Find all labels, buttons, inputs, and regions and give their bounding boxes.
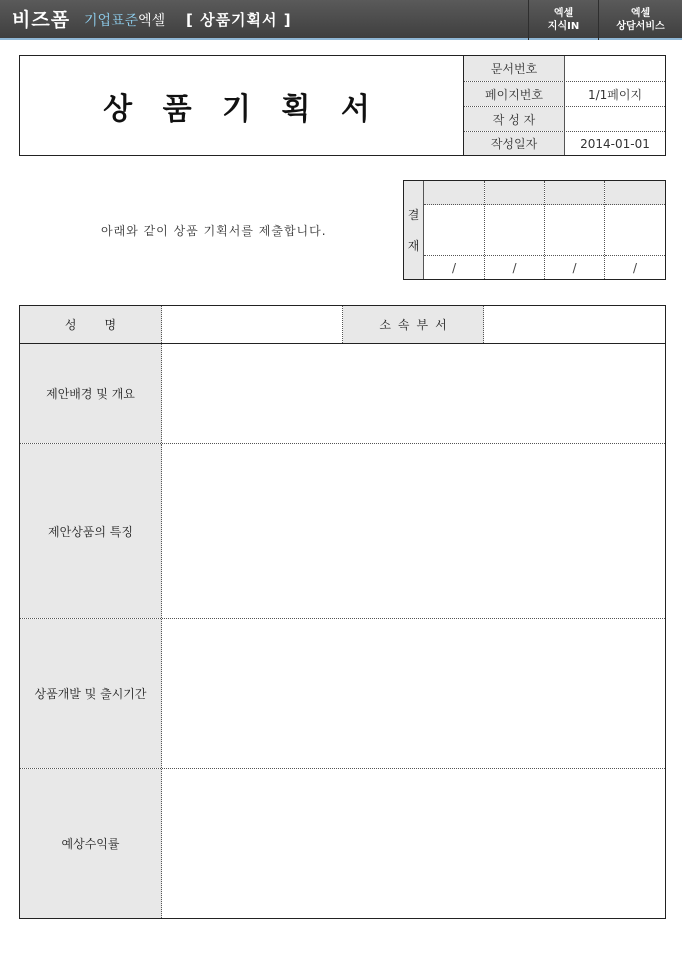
- approval-column: [424, 181, 484, 279]
- section-features: [20, 444, 665, 619]
- background-overview-field[interactable]: [162, 344, 665, 443]
- page-number-field[interactable]: 1/1페이지: [587, 87, 643, 102]
- brand-label-part2: 엑셀: [138, 13, 166, 29]
- approval-column: [484, 181, 544, 279]
- author-field[interactable]: [565, 107, 665, 131]
- approval-label-top: 결: [407, 208, 420, 222]
- section-label: 제안배경 및 개요: [20, 344, 162, 443]
- excel-consulting-button[interactable]: [598, 0, 682, 40]
- development-schedule-field[interactable]: [162, 619, 665, 768]
- approver-title-cell[interactable]: [545, 181, 604, 205]
- section-schedule: [20, 619, 665, 769]
- section-expected-return: [20, 769, 665, 918]
- info-row-doc-number: [464, 56, 665, 81]
- department-field[interactable]: [484, 306, 665, 343]
- submit-statement: 아래와 같이 상품 기획서를 제출합니다.: [101, 224, 327, 238]
- approval-signature-cell[interactable]: [424, 205, 484, 256]
- approver-title-cell[interactable]: [605, 181, 665, 205]
- approval-signature-cell[interactable]: [605, 205, 665, 256]
- brand-label-part1: 기업표준: [84, 13, 139, 29]
- approval-date-cell[interactable]: /: [512, 260, 517, 275]
- button-line1: 엑셀: [630, 8, 651, 19]
- approval-signature-cell[interactable]: [485, 205, 544, 256]
- section-label: 제안상품의 특징: [20, 444, 162, 618]
- form-title: 상 품 기 획 서: [20, 56, 464, 155]
- approval-date-cell[interactable]: /: [451, 260, 457, 275]
- brand-label: [84, 10, 165, 30]
- approval-grid: [424, 181, 665, 279]
- name-dept-row: [20, 306, 665, 344]
- button-line2: 지식IN: [547, 21, 580, 32]
- bizform-logo[interactable]: 비즈폼: [12, 9, 71, 31]
- section-label: 예상수익률: [20, 769, 162, 918]
- button-line1: 엑셀: [553, 8, 574, 19]
- info-row-author: [464, 106, 665, 131]
- info-label: 문서번호: [464, 56, 565, 81]
- excel-knowledge-in-button[interactable]: [528, 0, 598, 40]
- document-title: [ 상품기획서 ]: [186, 11, 292, 29]
- section-label: 상품개발 및 출시기간: [20, 619, 162, 768]
- approval-signature-cell[interactable]: [545, 205, 604, 256]
- doc-number-field[interactable]: [565, 56, 665, 81]
- section-background: [20, 344, 665, 444]
- document-header: [19, 55, 666, 156]
- approval-label-bottom: 재: [407, 239, 420, 253]
- info-row-page-number: [464, 81, 665, 106]
- approval-column: [604, 181, 665, 279]
- info-label: 페이지번호: [464, 82, 565, 106]
- top-bar: [0, 0, 682, 40]
- department-label: 소속부서: [343, 306, 484, 343]
- approval-box: [403, 180, 666, 280]
- product-features-field[interactable]: [162, 444, 665, 618]
- info-label: 작성일자: [464, 132, 565, 155]
- proposal-form: [19, 305, 666, 919]
- date-field[interactable]: 2014-01-01: [580, 136, 650, 151]
- info-label: 작 성 자: [464, 107, 565, 131]
- button-line2: 상담서비스: [616, 21, 665, 32]
- approval-label: [404, 181, 424, 279]
- name-label: 성명: [20, 306, 162, 343]
- approval-column: [544, 181, 604, 279]
- name-field[interactable]: [162, 306, 343, 343]
- approver-title-cell[interactable]: [485, 181, 544, 205]
- approval-date-cell[interactable]: /: [572, 260, 577, 275]
- expected-return-field[interactable]: [162, 769, 665, 918]
- info-row-date: [464, 131, 665, 155]
- approval-date-cell[interactable]: /: [632, 260, 638, 275]
- approver-title-cell[interactable]: [424, 181, 484, 205]
